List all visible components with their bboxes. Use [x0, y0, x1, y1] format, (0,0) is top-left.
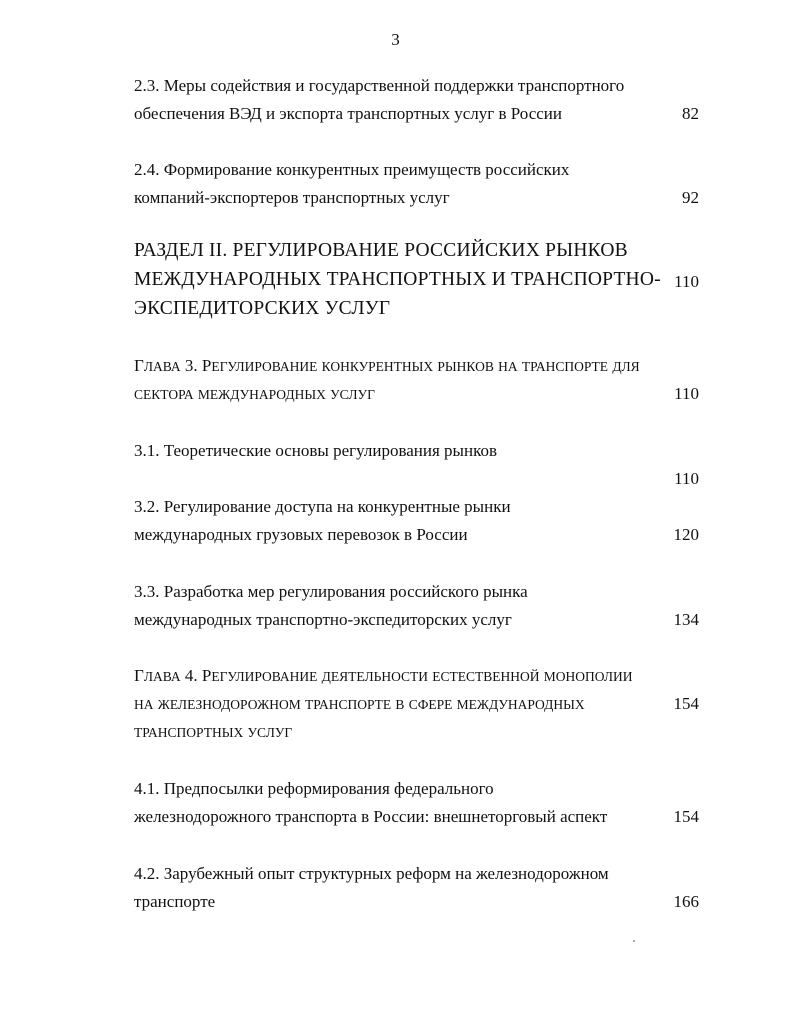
toc-entry-3-2	[134, 497, 699, 557]
toc-page-number: 166	[673, 892, 699, 911]
toc-section-line: МЕЖДУНАРОДНЫХ ТРАНСПОРТНЫХ И ТРАНСПОРТНО-	[134, 269, 661, 290]
toc-entry-3-1	[134, 441, 699, 501]
toc-page-number: 154	[673, 807, 699, 826]
toc-page-number: 92	[682, 188, 699, 207]
toc-entry-2-3	[134, 76, 699, 136]
toc-entry-line: 3.3. Разработка мер регулирования российского рынка	[134, 582, 528, 601]
toc-entry-3-3	[134, 582, 699, 642]
toc-entry-line: железнодорожного транспорта в России: внешнеторговый аспект	[134, 807, 608, 826]
toc-page-number: 110	[674, 469, 699, 488]
toc-entry-4-2	[134, 864, 699, 924]
toc-section-line: РАЗДЕЛ II. РЕГУЛИРОВАНИЕ РОССИЙСКИХ РЫНКОВ	[134, 240, 628, 261]
toc-entry-line: транспорте	[134, 892, 216, 911]
toc-section-line: ЭКСПЕДИТОРСКИХ УСЛУГ	[134, 298, 391, 319]
toc-entry-line: 4.1. Предпосылки реформирования федерального	[134, 779, 494, 798]
toc-entry-line: 2.4. Формирование конкурентных преимуществ российских	[134, 160, 570, 179]
toc-chapter-3	[134, 356, 699, 416]
toc-page-number: 120	[673, 525, 699, 544]
toc-entry-line: обеспечения ВЭД и экспорта транспортных услуг в России	[134, 104, 562, 123]
toc-entry-line: 2.3. Меры содействия и государственной поддержки транспортного	[134, 76, 625, 95]
toc-chapter-line: СЕКТОРА МЕЖДУНАРОДНЫХ УСЛУГ	[134, 387, 375, 402]
toc-chapter-4	[134, 666, 699, 756]
page-number: 3	[391, 30, 400, 49]
toc-chapter-line: ГЛАВА 3. РЕГУЛИРОВАНИЕ КОНКУРЕНТНЫХ РЫНКОВ НА ТРАНСПОРТЕ ДЛЯ	[134, 356, 640, 375]
toc-entry-2-4	[134, 160, 699, 220]
toc-entry-line: 4.2. Зарубежный опыт структурных реформ на железнодорожном	[134, 864, 609, 883]
toc-page-number: 82	[682, 104, 699, 123]
toc-entry-line: международных транспортно-экспедиторских услуг	[134, 610, 512, 629]
toc-chapter-line: ТРАНСПОРТНЫХ УСЛУГ	[134, 725, 293, 740]
toc-page-number: 110	[674, 272, 699, 291]
toc-page-number: 134	[673, 610, 699, 629]
toc-section-2	[134, 241, 699, 331]
toc-entry-line: 3.1. Теоретические основы регулирования рынков	[134, 441, 497, 460]
toc-chapter-line: НА ЖЕЛЕЗНОДОРОЖНОМ ТРАНСПОРТЕ В СФЕРЕ МЕЖДУНАРОДНЫХ	[134, 697, 585, 712]
toc-chapter-line: ГЛАВА 4. РЕГУЛИРОВАНИЕ ДЕЯТЕЛЬНОСТИ ЕСТЕСТВЕННОЙ МОНОПОЛИИ	[134, 666, 633, 685]
toc-entry-line: 3.2. Регулирование доступа на конкурентные рынки	[134, 497, 511, 516]
toc-entry-4-1	[134, 779, 699, 839]
toc-entry-line: международных грузовых перевозок в России	[134, 525, 468, 544]
scan-speck	[633, 940, 635, 942]
toc-page-number: 154	[673, 694, 699, 713]
toc-entry-line: компаний-экспортеров транспортных услуг	[134, 188, 450, 207]
toc-page-number: 110	[674, 384, 699, 403]
